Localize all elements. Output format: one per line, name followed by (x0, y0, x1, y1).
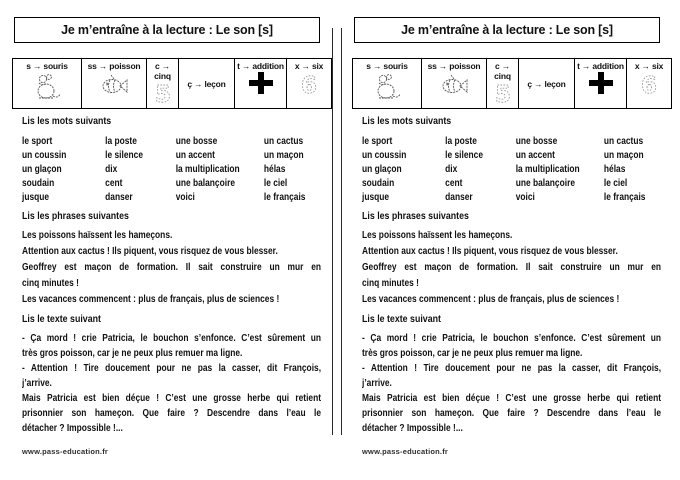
sound-cell-souris-label: s → souris (366, 61, 408, 71)
sound-cell-lecon-label: ç → leçon (187, 78, 226, 89)
word-cell: danser (445, 192, 473, 203)
word-cell: un cactus (263, 136, 304, 147)
word-cell: un maçon (603, 150, 644, 161)
phrase-line: cinq minutes ! (362, 278, 419, 289)
word-cell: un accent (175, 150, 215, 161)
text-line: très gros poisson, car je ne peux plus remuer ma ligne. (362, 348, 583, 359)
worksheet-title (14, 17, 320, 43)
word-cell: une bosse (175, 136, 218, 147)
svg-text:6: 6 (300, 73, 318, 97)
word-cell: une balançoire (515, 178, 576, 189)
word-cell: une balançoire (175, 178, 236, 189)
fish-sketch-icon (439, 71, 469, 99)
phrase-line: Les poissons haïssent les hameçons. (362, 230, 513, 241)
sound-cell-addition (234, 59, 286, 108)
sound-cell-six-label: x → six (634, 61, 664, 71)
word-cell: la multiplication (515, 164, 580, 175)
svg-text:5: 5 (154, 82, 171, 105)
text-line: - Ça mord ! crie Patricia, le bouchon s’enfonce. C’est sûrement un (362, 333, 662, 344)
word-cell: jusque (362, 192, 390, 203)
word-cell: un coussin (22, 150, 67, 161)
sound-cell-cinq-label-2: cinq (154, 71, 171, 81)
sound-cell-souris-label: s → souris (26, 61, 68, 71)
word-cell: voici (175, 192, 195, 203)
phrase-line: Les vacances commencent : plus de français, plus de sciences ! (362, 294, 620, 305)
dotted-six-icon (638, 71, 660, 97)
word-cell: un accent (515, 150, 555, 161)
panel-text-zone (362, 115, 661, 436)
text-line: j’arrive. (22, 378, 52, 389)
text-line: - Attention ! Tire doucement pour ne pas la casser, dit François, (22, 363, 322, 374)
phrase-line: Geoffrey est maçon de formation. Il sait construire un mur en (362, 262, 662, 273)
word-cell: la poste (445, 136, 477, 147)
phrases-section-heading: Lis les phrases suivantes (362, 210, 469, 222)
text-line: détacher ? Impossible !... (22, 423, 123, 434)
words-section-heading: Lis les mots suivants (22, 115, 112, 127)
sound-cell-cinq-label-1: c → (155, 61, 170, 71)
sound-cell-poisson (81, 59, 146, 108)
sound-cell-poisson-label: ss → poisson (87, 61, 141, 71)
footer-url: www.pass-education.fr (22, 447, 109, 456)
sound-cell-lecon (178, 59, 234, 108)
text-line: j’arrive. (362, 378, 392, 389)
svg-text:5: 5 (494, 82, 511, 105)
sound-cell-addition-label: t → addition (577, 61, 624, 71)
mouse-sketch-icon (33, 71, 61, 101)
word-cell: cent (105, 178, 123, 189)
worksheet-title (354, 17, 660, 43)
sound-examples-table (352, 58, 672, 109)
sound-cell-addition-label: t → addition (237, 61, 284, 71)
words-table (362, 135, 661, 205)
word-cell: le français (603, 192, 646, 203)
phrases-block (362, 228, 661, 308)
sound-cell-lecon-label: ç → leçon (527, 78, 566, 89)
phrase-line: Geoffrey est maçon de formation. Il sait construire un mur en (22, 262, 322, 273)
text-line: - Ça mord ! crie Patricia, le bouchon s’enfonce. C’est sûrement un (22, 333, 322, 344)
phrases-section-heading: Lis les phrases suivantes (22, 210, 129, 222)
sound-cell-cinq (486, 59, 518, 108)
sound-cell-cinq-label-2: cinq (494, 71, 511, 81)
worksheet-title-text: Je m’entraîne à la lecture : Le son [s] (401, 23, 613, 37)
footer-url: www.pass-education.fr (362, 447, 449, 456)
sound-cell-addition (574, 59, 626, 108)
reading-text-block (362, 331, 661, 436)
word-cell: danser (105, 192, 133, 203)
word-cell: la poste (105, 136, 137, 147)
text-line: prisonnier son hameçon. Que faire ? Descendre dans l’eau le (362, 408, 662, 419)
word-cell: le silence (105, 150, 143, 161)
words-section-heading: Lis les mots suivants (362, 115, 452, 127)
panel-text-zone (22, 115, 321, 436)
word-cell: soudain (362, 178, 395, 189)
sound-cell-poisson (421, 59, 486, 108)
text-line: Mais Patricia est bien déçue ! C’est une grosse herbe qui retient (22, 393, 322, 404)
word-cell: un glaçon (362, 164, 402, 175)
sound-cell-lecon (518, 59, 574, 108)
svg-text:6: 6 (640, 73, 658, 97)
word-cell: un maçon (263, 150, 304, 161)
word-cell: le sport (362, 136, 393, 147)
text-line: détacher ? Impossible !... (362, 423, 463, 434)
word-cell: voici (515, 192, 535, 203)
text-section-heading: Lis le texte suivant (22, 313, 101, 325)
panel-divider-line (332, 28, 333, 435)
sound-cell-cinq-label-1: c → (495, 61, 510, 71)
sound-cell-cinq (146, 59, 178, 108)
word-cell: un glaçon (22, 164, 62, 175)
word-cell: soudain (22, 178, 55, 189)
dotted-five-icon (492, 81, 514, 105)
word-cell: dix (105, 164, 118, 175)
text-line: - Attention ! Tire doucement pour ne pas la casser, dit François, (362, 363, 662, 374)
word-cell: cent (445, 178, 463, 189)
word-cell: hélas (603, 164, 626, 175)
text-line: Mais Patricia est bien déçue ! C’est une grosse herbe qui retient (362, 393, 662, 404)
panel-divider-line (341, 28, 342, 435)
worksheet-title-text: Je m’entraîne à la lecture : Le son [s] (61, 23, 273, 37)
word-cell: la multiplication (175, 164, 240, 175)
word-cell: le sport (22, 136, 53, 147)
phrases-block (22, 228, 321, 308)
dotted-six-icon (298, 71, 320, 97)
plus-icon (248, 71, 274, 95)
text-line: prisonnier son hameçon. Que faire ? Descendre dans l’eau le (22, 408, 322, 419)
word-cell: le français (263, 192, 306, 203)
word-cell: un coussin (362, 150, 407, 161)
phrase-line: Les vacances commencent : plus de français, plus de sciences ! (22, 294, 280, 305)
word-cell: le ciel (603, 178, 628, 189)
plus-icon (588, 71, 614, 95)
phrase-line: cinq minutes ! (22, 278, 79, 289)
word-cell: jusque (22, 192, 50, 203)
worksheet-panel-right (340, 0, 680, 480)
words-table (22, 135, 321, 205)
phrase-line: Attention aux cactus ! Ils piquent, vous risquez de vous blesser. (22, 246, 278, 257)
text-line: très gros poisson, car je ne peux plus remuer ma ligne. (22, 348, 243, 359)
sound-cell-poisson-label: ss → poisson (427, 61, 481, 71)
word-cell: le silence (445, 150, 483, 161)
sound-cell-souris (353, 59, 421, 108)
word-cell: dix (445, 164, 458, 175)
sound-cell-six (286, 59, 331, 108)
phrase-line: Attention aux cactus ! Ils piquent, vous risquez de vous blesser. (362, 246, 618, 257)
text-section-heading: Lis le texte suivant (362, 313, 441, 325)
word-cell: une bosse (515, 136, 558, 147)
sound-cell-six-label: x → six (294, 61, 324, 71)
phrase-line: Les poissons haïssent les hameçons. (22, 230, 173, 241)
mouse-sketch-icon (373, 71, 401, 101)
reading-text-block (22, 331, 321, 436)
sound-cell-souris (13, 59, 81, 108)
sound-examples-table (12, 58, 332, 109)
sound-cell-six (626, 59, 671, 108)
word-cell: le ciel (263, 178, 288, 189)
dotted-five-icon (152, 81, 174, 105)
fish-sketch-icon (99, 71, 129, 99)
word-cell: un cactus (603, 136, 644, 147)
word-cell: hélas (263, 164, 286, 175)
